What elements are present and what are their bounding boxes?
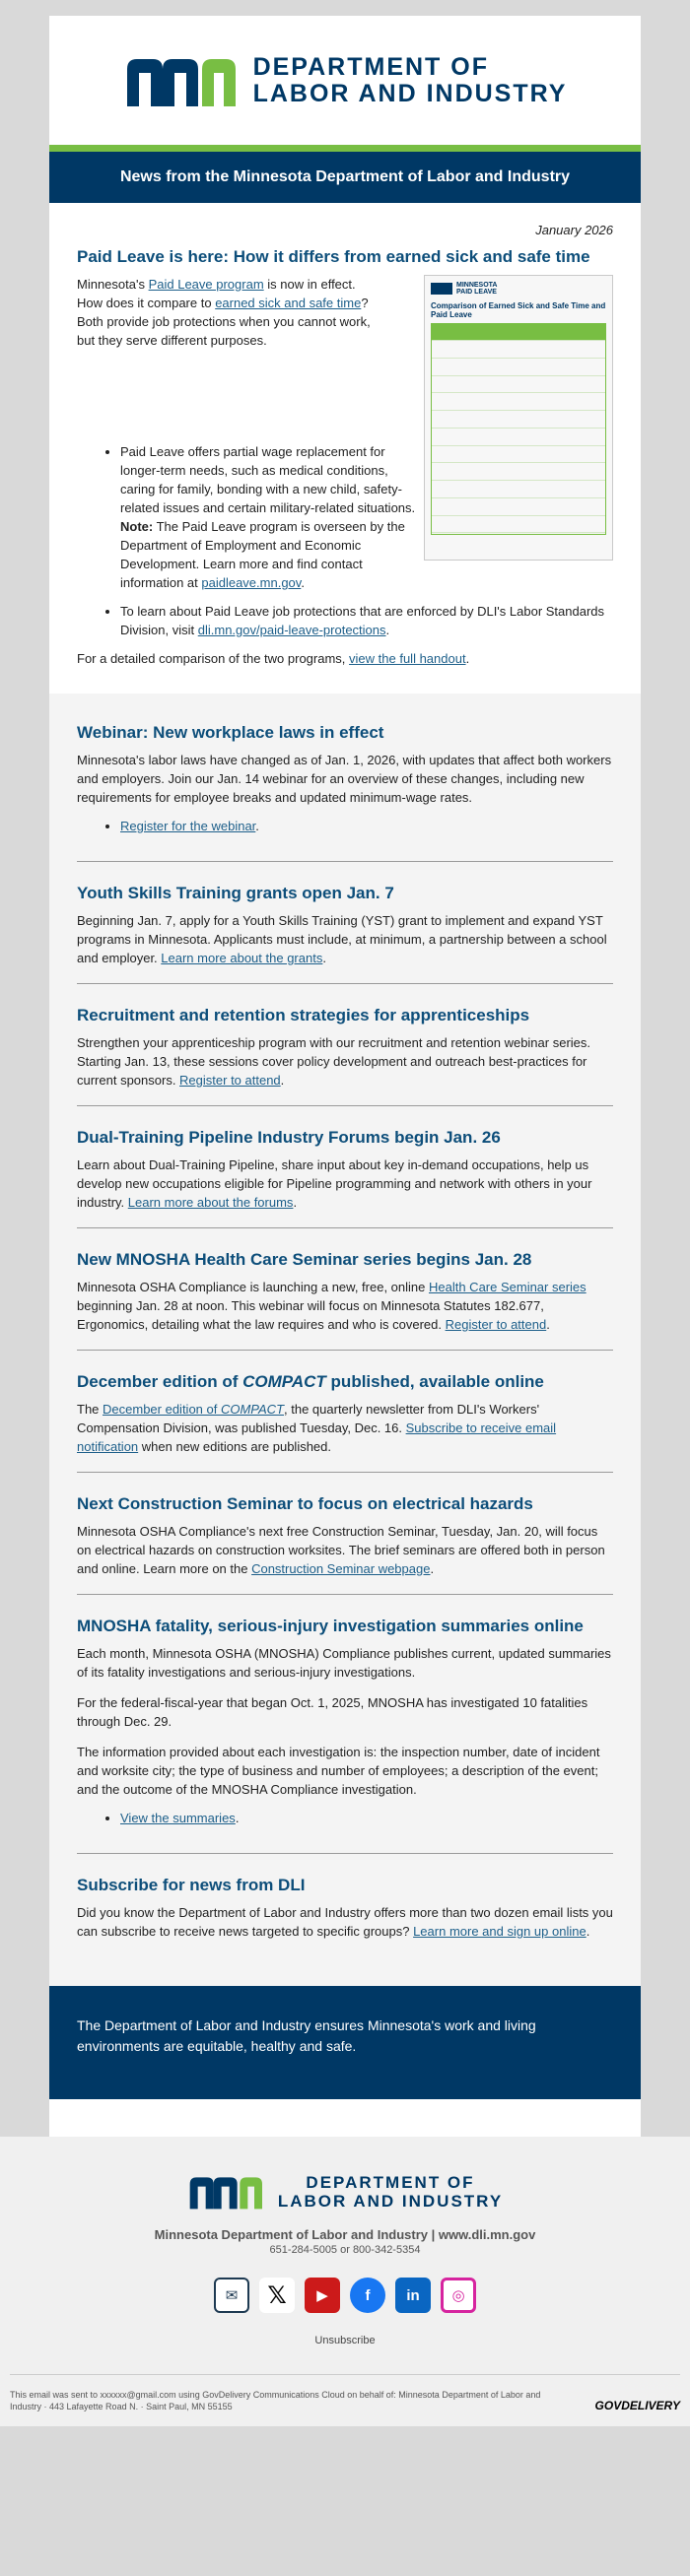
- mission-statement: The Department of Labor and Industry ensures Minnesota's work and living environments are equitable, healthy and safe.: [49, 1986, 641, 2099]
- paid-leave-program-link[interactable]: Paid Leave program: [148, 277, 264, 292]
- list-item: • Paid Leave offers partial wage replacement for longer-term needs, such as medical conditions, caring for family, bonding with a new child, safety-related issues and certain military-related situations. Note: The Paid Leave program is overseen by the Department of Employment and Economic Development. Learn more and find contact information at paidleave.mn.gov.: [120, 442, 426, 592]
- legal-notice: [10, 2374, 680, 2412]
- news-sections: [49, 694, 641, 1986]
- forums-link[interactable]: Learn more about the forums: [127, 1195, 294, 1210]
- dli-logo[interactable]: [123, 51, 568, 110]
- section-subscribe: Subscribe for news from DLI Did you know the Department of Labor and Industry offers more than two dozen email lists you can subscribe to receive news targeted to specific groups? Learn more and sign up online.: [77, 1876, 613, 1939]
- social-links: [10, 2278, 680, 2313]
- handout-heading: Comparison of Earned Sick and Safe Time and Paid Leave: [431, 301, 606, 319]
- section-health-care: New MNOSHA Health Care Seminar series begins Jan. 28 Minnesota OSHA Compliance is launching a new, free, online Health Care Seminar series beginning Jan. 28 at noon. This webinar will focus on Minnesota Statutes 182.677, Ergonomics, detailing what the law requires and who is covered. Register to attend.: [77, 1246, 613, 1351]
- handout-brand-sub: PAID LEAVE: [456, 289, 497, 296]
- section-title: MNOSHA fatality, serious-injury investigation summaries online: [77, 1617, 584, 1635]
- lead-closing: For a detailed comparison of the two programs, view the full handout.: [77, 651, 470, 666]
- email-body: [49, 16, 641, 2137]
- footer: [0, 2137, 690, 2426]
- section-title: New MNOSHA Health Care Seminar series begins Jan. 28: [77, 1250, 532, 1269]
- register-recruit-link[interactable]: Register to attend: [179, 1073, 281, 1088]
- list-item: • Register for the webinar.: [120, 817, 613, 835]
- linkedin-icon[interactable]: in: [395, 2278, 431, 2313]
- compact-edition-link[interactable]: December edition of COMPACT: [103, 1402, 285, 1417]
- youtube-icon[interactable]: ▶: [305, 2278, 340, 2313]
- unsubscribe-link[interactable]: Unsubscribe: [314, 2335, 376, 2346]
- logo-line-1: DEPARTMENT OF: [252, 52, 489, 81]
- view-summaries-link[interactable]: View the summaries: [120, 1811, 236, 1825]
- section-fatality: MNOSHA fatality, serious-injury investigation summaries online Each month, Minnesota OSHA (MNOSHA) Compliance publishes current, updated summaries of its fatality investigations and serious-injury investigations. For the federal-fiscal-year that began Oct. 1, 2025, MNOSHA has investigated 10 fatalities through Dec. 29. The information provided about each investigation is: the inspection number, date of incident and worksite city; the type of business and number of employees; a description of the event; and the outcome of the MNOSHA Compliance investigation. • View the summaries.: [77, 1613, 613, 1854]
- email-icon[interactable]: ✉: [214, 2278, 249, 2313]
- instagram-icon[interactable]: ◎: [441, 2278, 476, 2313]
- lead-bullets: [120, 442, 426, 592]
- header-logo-area: [49, 16, 641, 152]
- construction-seminar-link[interactable]: Construction Seminar webpage: [251, 1561, 431, 1576]
- dli-mn-logo-icon: [187, 2172, 266, 2212]
- register-health-link[interactable]: Register to attend: [445, 1317, 547, 1332]
- footer-org: Minnesota Department of Labor and Industry | www.dli.mn.gov: [154, 2227, 536, 2242]
- logo-text: [253, 54, 568, 107]
- section-title: Subscribe for news from DLI: [77, 1876, 306, 1894]
- lead-bullets-2: [120, 602, 613, 639]
- section-dual-training: Dual-Training Pipeline Industry Forums begin Jan. 26 Learn about Dual-Training Pipeline, share input about key in-demand occupations, help us develop new occupations eligible for Pipeline programming and network with others in your industry. Learn more about the forums.: [77, 1124, 613, 1228]
- health-seminar-link[interactable]: Health Care Seminar series: [428, 1280, 586, 1294]
- footer-logo[interactable]: DEPARTMENT OF LABOR AND INDUSTRY: [10, 2172, 680, 2212]
- section-title: Next Construction Seminar to focus on electrical hazards: [77, 1494, 533, 1513]
- paid-leave-protections-link[interactable]: dli.mn.gov/paid-leave-protections: [197, 623, 386, 637]
- footer-phone: 651-284-5005 or 800-342-5354: [269, 2244, 421, 2256]
- handout-brand: MINNESOTA: [456, 282, 498, 289]
- section-recruitment: Recruitment and retention strategies for apprenticeships Strengthen your apprenticeship program with our recruitment and retention webinar series. Starting Jan. 13, these sessions cover policy development and outreach best-practices for current sponsors. Register to attend.: [77, 1002, 613, 1106]
- esst-link[interactable]: earned sick and safe time: [215, 296, 362, 310]
- list-item: • View the summaries.: [120, 1809, 613, 1827]
- news-banner: News from the Minnesota Department of Labor and Industry: [49, 152, 641, 203]
- legal-text: This email was sent to xxxxxx@gmail.com using GovDelivery Communications Cloud on behalf of: Minnesota Department of Labor and Industry · 443 Lafayette Road N. · Saint Paul, MN 55155: [10, 2390, 541, 2411]
- govdelivery-logo[interactable]: GOVDELIVERY: [594, 2399, 680, 2412]
- lead-title: Paid Leave is here: How it differs from earned sick and safe time: [77, 247, 590, 266]
- handout-image[interactable]: [424, 275, 613, 561]
- sign-up-link[interactable]: Learn more and sign up online: [413, 1924, 586, 1939]
- lead-article: [49, 203, 641, 694]
- section-title: Youth Skills Training grants open Jan. 7: [77, 884, 394, 902]
- mini-logo-icon: [431, 283, 452, 295]
- logo-line-2: LABOR AND INDUSTRY: [252, 79, 568, 107]
- dli-mn-logo-icon: [123, 51, 242, 110]
- grants-link[interactable]: Learn more about the grants: [161, 951, 323, 965]
- section-construction: Next Construction Seminar to focus on electrical hazards Minnesota OSHA Compliance's next free Construction Seminar, Tuesday, Jan. 20, will focus on electrical hazards on construction worksites. The brief seminars are offered both in person and online. Learn more on the Construction Seminar webpage.: [77, 1490, 613, 1595]
- x-icon[interactable]: 𝕏: [259, 2278, 295, 2313]
- section-title: December edition of COMPACT published, available online: [77, 1372, 544, 1391]
- handout-table: [431, 323, 606, 535]
- full-handout-link[interactable]: view the full handout: [349, 651, 466, 666]
- section-title: Recruitment and retention strategies for apprenticeships: [77, 1006, 530, 1024]
- section-yst: Youth Skills Training grants open Jan. 7 Beginning Jan. 7, apply for a Youth Skills Training (YST) grant to implement and expand YST programs in Minnesota. Applicants must include, at minimum, a partnership between a school and employer. Learn more about the grants.: [77, 880, 613, 984]
- section-compact: December edition of COMPACT published, available online The December edition of COMPACT, the quarterly newsletter from DLI's Workers' Compensation Division, was published Tuesday, Dec. 16. Subscribe to receive email notification when new editions are published.: [77, 1368, 613, 1473]
- section-webinar: Webinar: New workplace laws in effect Minnesota's labor laws have changed as of Jan. 1, 2026, with updates that affect both workers and employers. Join our Jan. 14 webinar for an overview of these changes, including new requirements for employee breaks and updated minimum-wage rates. • Register for the webinar.: [77, 719, 613, 862]
- issue-date: January 2026: [535, 223, 613, 237]
- list-item: • To learn about Paid Leave job protections that are enforced by DLI's Labor Standards Division, visit dli.mn.gov/paid-leave-protections.: [120, 602, 613, 639]
- section-title: Dual-Training Pipeline Industry Forums begin Jan. 26: [77, 1128, 501, 1147]
- subscribe-compact-link[interactable]: Subscribe to receive email notification: [77, 1420, 557, 1454]
- facebook-icon[interactable]: f: [350, 2278, 385, 2313]
- register-webinar-link[interactable]: Register for the webinar: [120, 819, 256, 833]
- section-title: Webinar: New workplace laws in effect: [77, 723, 384, 742]
- lead-intro: Minnesota's Paid Leave program is now in effect. How does it compare to earned sick and safe time? Both provide job protections when you cannot work, but they serve different purposes.: [77, 277, 371, 348]
- paidleave-link[interactable]: paidleave.mn.gov: [201, 575, 302, 590]
